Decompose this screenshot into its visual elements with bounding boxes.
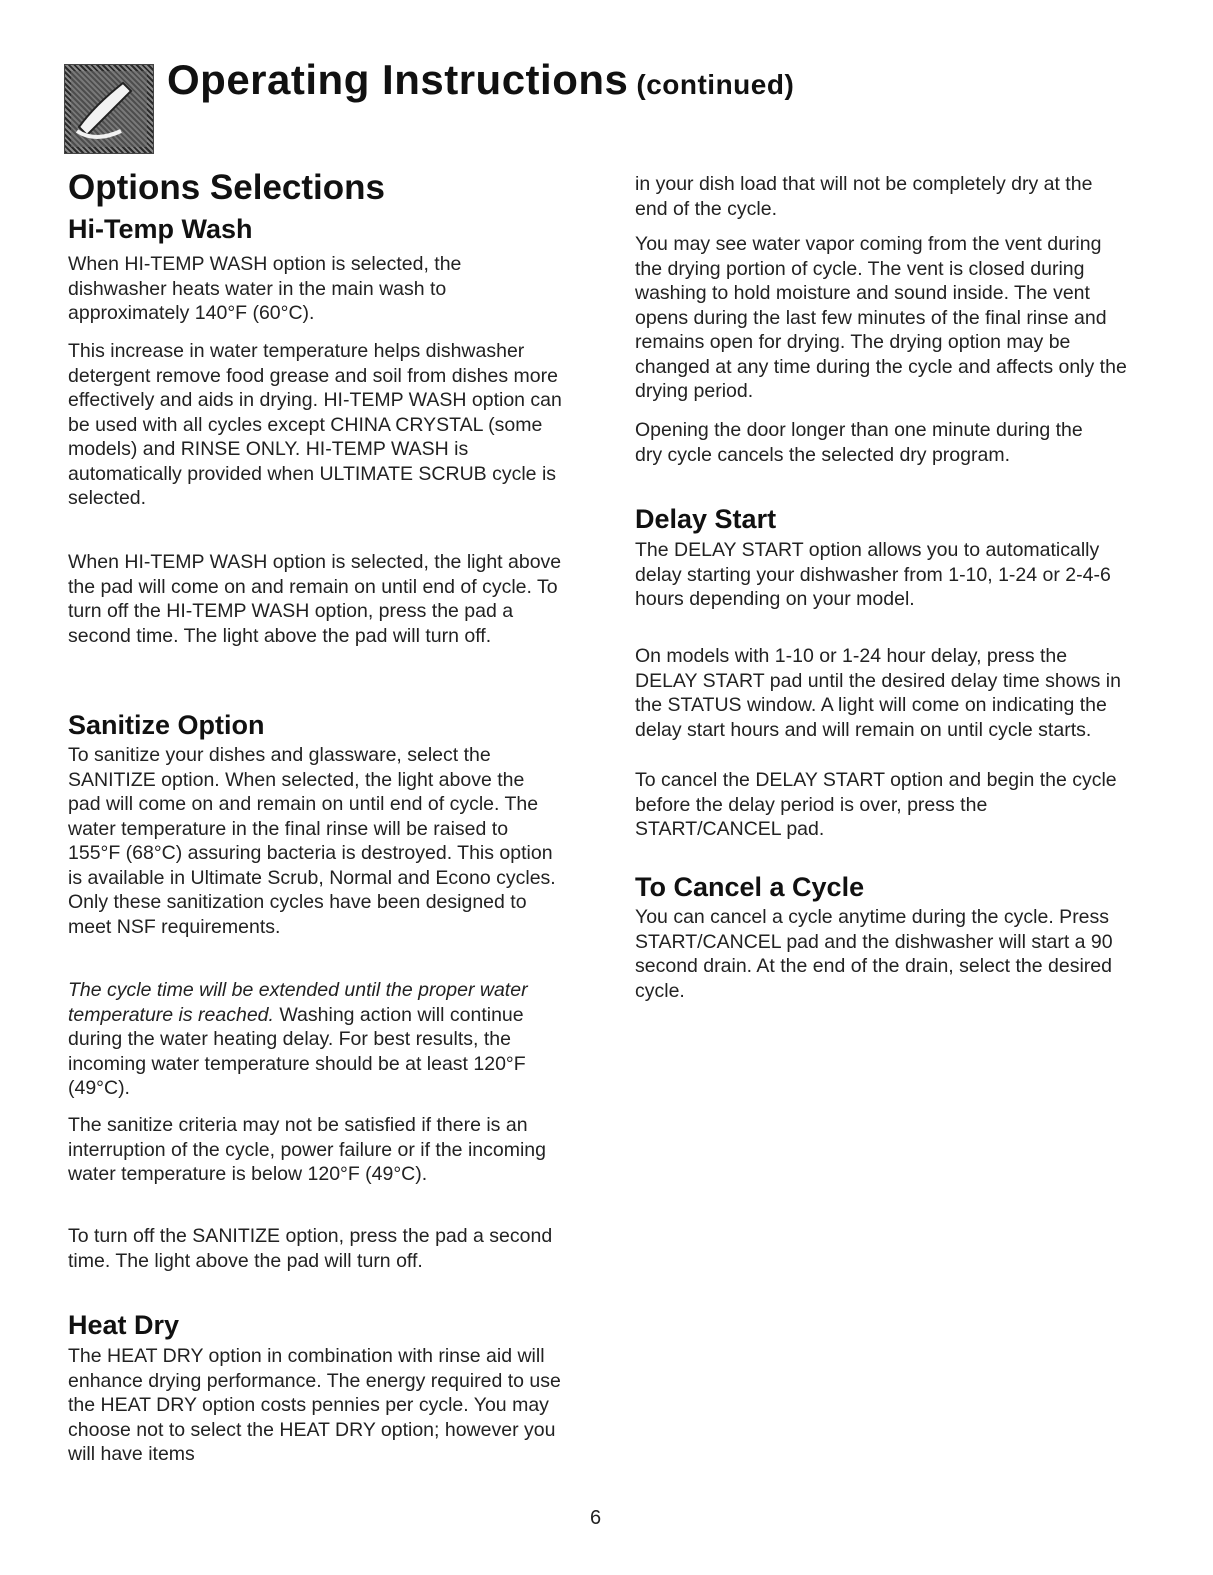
heatdry-paragraph-4: Opening the door longer than one minute during the dry cycle cancels the selected dry program. [635,419,1083,466]
page-header [64,56,1164,146]
sanitize-paragraph-4: To turn off the SANITIZE option, press the pad a second time. The light above the pad will turn off. [68,1225,553,1272]
sanitize-paragraph-1: To sanitize your dishes and glassware, select the SANITIZE option. When selected, the light above the pad will come on and remain on until end of cycle. The water temperature in the final rinse will be raised to 155°F (68°C) assuring bacteria is destroyed. This option is available in Ultimate Scrub, Normal and Econo cycles. Only these sanitization cycles have been designed to meet NSF requirements. [68,744,556,938]
heading-cancel-cycle: To Cancel a Cycle [635,872,865,902]
heading-heat-dry: Heat Dry [68,1310,180,1340]
hitemp-paragraph-2: This increase in water temperature helps dishwasher detergent remove food grease and soil from dishes more effectively and aids in drying. HI-TEMP WASH option can be used with all cycles except CHINA CRYSTAL (some models) and RINSE ONLY. HI-TEMP WASH is automatically provided when ULTIMATE SCRUB cycle is selected. [68,340,562,509]
hitemp-paragraph-1: When HI-TEMP WASH option is selected, the dishwasher heats water in the main wash to approximately 140°F (60°C). [68,253,462,324]
title-continued: (continued) [636,69,795,100]
delay-paragraph-1: The DELAY START option allows you to automatically delay starting your dishwasher from 1-10, 1-24 or 2-4-6 hours depending on your model. [635,539,1111,610]
dishwasher-icon [64,64,154,154]
page-title [167,56,794,104]
delay-paragraph-3: To cancel the DELAY START option and begin the cycle before the delay period is over, press the START/CANCEL pad. [635,769,1117,840]
sanitize-paragraph-2-rest: Washing action will continue during the water heating delay. For best results, the incoming water temperature should be at least 120°F (49°C). [68,1003,526,1099]
heading-hi-temp-wash: Hi-Temp Wash [68,214,253,244]
section-title-options: Options Selections [68,168,385,207]
heatdry-paragraph-1: The HEAT DRY option in combination with rinse aid will enhance drying performance. The energy required to use the HEAT DRY option costs pennies per cycle. You may choose not to select the HEAT DRY option; however you will have items [68,1345,561,1465]
title-text: Operating Instructions [167,56,629,103]
heading-delay-start: Delay Start [635,504,777,534]
heatdry-paragraph-3: You may see water vapor coming from the vent during the drying portion of cycle. The vent is closed during washing to hold moisture and sound inside. The vent opens during the last few minutes of the final rinse and remains open for drying. The drying option may be changed at any time during the cycle and affects only the drying period. [635,233,1127,402]
heatdry-paragraph-2: in your dish load that will not be completely dry at the end of the cycle. [635,173,1093,220]
sanitize-paragraph-3: The sanitize criteria may not be satisfied if there is an interruption of the cycle, power failure or if the incoming water temperature is below 120°F (49°C). [68,1114,546,1185]
heading-sanitize-option: Sanitize Option [68,710,265,740]
sanitize-paragraph-2 [68,978,558,1101]
page-number: 6 [590,1507,602,1529]
sanitize-italic-note: The cycle time will be extended until the proper water temperature is reached. [68,979,528,1026]
hitemp-paragraph-3: When HI-TEMP WASH option is selected, the light above the pad will come on and remain on until end of cycle. To turn off the HI-TEMP WASH option, press the pad a second time. The light above the pad will turn off. [68,551,562,647]
cancel-paragraph-1: You can cancel a cycle anytime during the cycle. Press START/CANCEL pad and the dishwasher will start a 90 second drain. At the end of the drain, select the desired cycle. [635,906,1113,1002]
delay-paragraph-2: On models with 1-10 or 1-24 hour delay, press the DELAY START pad until the desired delay time shows in the STATUS window. A light will come on indicating the delay start hours and will remain on until cycle starts. [635,645,1121,741]
